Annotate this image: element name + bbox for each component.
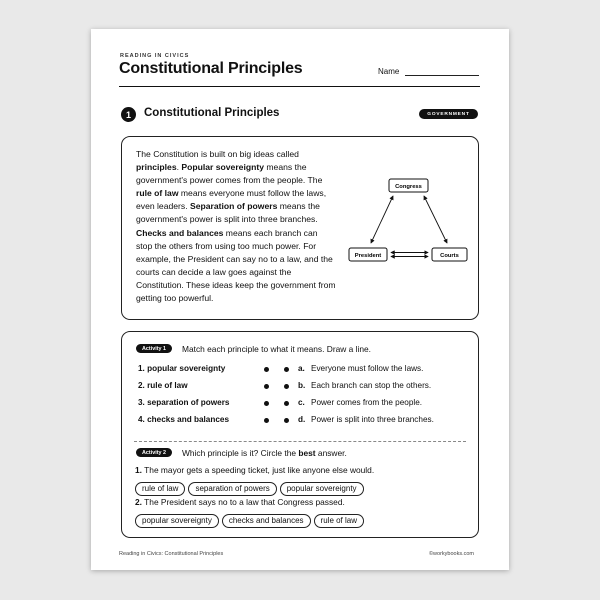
- subject-badge: GOVERNMENT: [419, 109, 478, 119]
- activity-1-badge: Activity 1: [136, 344, 172, 353]
- activity-2-badge: Activity 2: [136, 448, 172, 457]
- key-term: rule of law: [136, 188, 179, 199]
- left-dot[interactable]: [264, 367, 269, 372]
- activity-divider: [134, 441, 466, 442]
- congress-label: Congress: [395, 184, 422, 190]
- header-divider: [119, 86, 480, 87]
- activity-2-instruction: [182, 448, 347, 458]
- question-number: 2.: [135, 497, 142, 507]
- name-label: Name: [378, 67, 400, 76]
- meaning-letter: c.: [298, 398, 305, 407]
- match-row: [122, 381, 478, 393]
- left-dot[interactable]: [264, 401, 269, 406]
- kicker: READING IN CIVICS: [120, 53, 190, 59]
- left-dot[interactable]: [264, 384, 269, 389]
- passage-text: The Constitution is built on big ideas called: [136, 149, 299, 159]
- meaning-letter: b.: [298, 381, 306, 390]
- worksheet-page: [91, 29, 509, 570]
- footer-title: Reading in Civics: Constitutional Principles: [119, 551, 224, 557]
- meaning-text: Power comes from the people.: [311, 398, 423, 407]
- arrow-congress-president: [371, 196, 393, 243]
- reading-passage-box: [121, 136, 479, 320]
- right-dot[interactable]: [284, 367, 289, 372]
- right-dot[interactable]: [284, 418, 289, 423]
- question-2: [135, 497, 345, 507]
- key-term: principles: [136, 162, 177, 173]
- activity-1-instruction: Match each principle to what it means. Draw a line.: [182, 344, 371, 354]
- courts-label: Courts: [440, 253, 459, 259]
- answer-option[interactable]: popular sovereignty: [135, 514, 219, 528]
- reading-passage: [136, 148, 336, 305]
- page-title: Constitutional Principles: [119, 60, 303, 77]
- question-number: 1.: [135, 465, 142, 475]
- president-label: President: [354, 253, 382, 259]
- principle-term: 1. popular sovereignty: [138, 364, 226, 373]
- key-term: Separation of powers: [189, 201, 278, 212]
- meaning-letter: d.: [298, 415, 306, 424]
- passage-text: means the government's power is split into three branches.: [136, 201, 320, 225]
- activities-box: [121, 331, 479, 538]
- footer-credit: ©workybooks.com: [429, 551, 475, 557]
- instruction-emphasis: best: [298, 448, 316, 458]
- branches-diagram: [347, 177, 472, 277]
- passage-text: .: [176, 162, 182, 173]
- question-2-options: [135, 510, 367, 528]
- principle-term: 2. rule of law: [138, 381, 188, 390]
- passage-text: means each branch can stop the others from using too much power. For example, the President can say no to a law, and the courts can decide a law goes against the Constitution. These ideas keep the government from getting too powerful.: [136, 227, 336, 304]
- question-1-options: [135, 478, 367, 496]
- question-text: The President says no to a law that Congress passed.: [142, 497, 345, 507]
- meaning-letter: a.: [298, 364, 305, 373]
- match-row: [122, 364, 478, 376]
- principle-term: 3. separation of powers: [138, 398, 230, 407]
- section-number: 1: [121, 107, 136, 122]
- match-row: [122, 415, 478, 427]
- answer-option[interactable]: checks and balances: [222, 514, 311, 528]
- section-title: Constitutional Principles: [144, 107, 280, 119]
- right-dot[interactable]: [284, 384, 289, 389]
- principle-term: 4. checks and balances: [138, 415, 230, 424]
- right-dot[interactable]: [284, 401, 289, 406]
- question-1: [135, 465, 374, 475]
- instruction-text: Which principle is it? Circle the: [182, 448, 299, 458]
- meaning-text: Power is split into three branches.: [311, 415, 434, 424]
- answer-option[interactable]: rule of law: [314, 514, 364, 528]
- instruction-text: answer.: [315, 448, 347, 458]
- name-field[interactable]: [405, 75, 479, 76]
- answer-option[interactable]: separation of powers: [188, 482, 276, 496]
- key-term: Popular sovereignty: [181, 162, 264, 173]
- left-dot[interactable]: [264, 418, 269, 423]
- answer-option[interactable]: popular sovereignty: [280, 482, 364, 496]
- passage-text: means everyone must follow the laws, even leaders.: [136, 188, 327, 212]
- answer-option[interactable]: rule of law: [135, 482, 185, 496]
- meaning-text: Each branch can stop the others.: [311, 381, 432, 390]
- question-text: The mayor gets a speeding ticket, just like anyone else would.: [142, 465, 375, 475]
- match-row: [122, 398, 478, 410]
- passage-text: means the government's power comes from the people. The: [136, 162, 323, 186]
- key-term: Checks and balances: [136, 227, 224, 238]
- meaning-text: Everyone must follow the laws.: [311, 364, 424, 373]
- arrow-congress-courts: [424, 196, 447, 243]
